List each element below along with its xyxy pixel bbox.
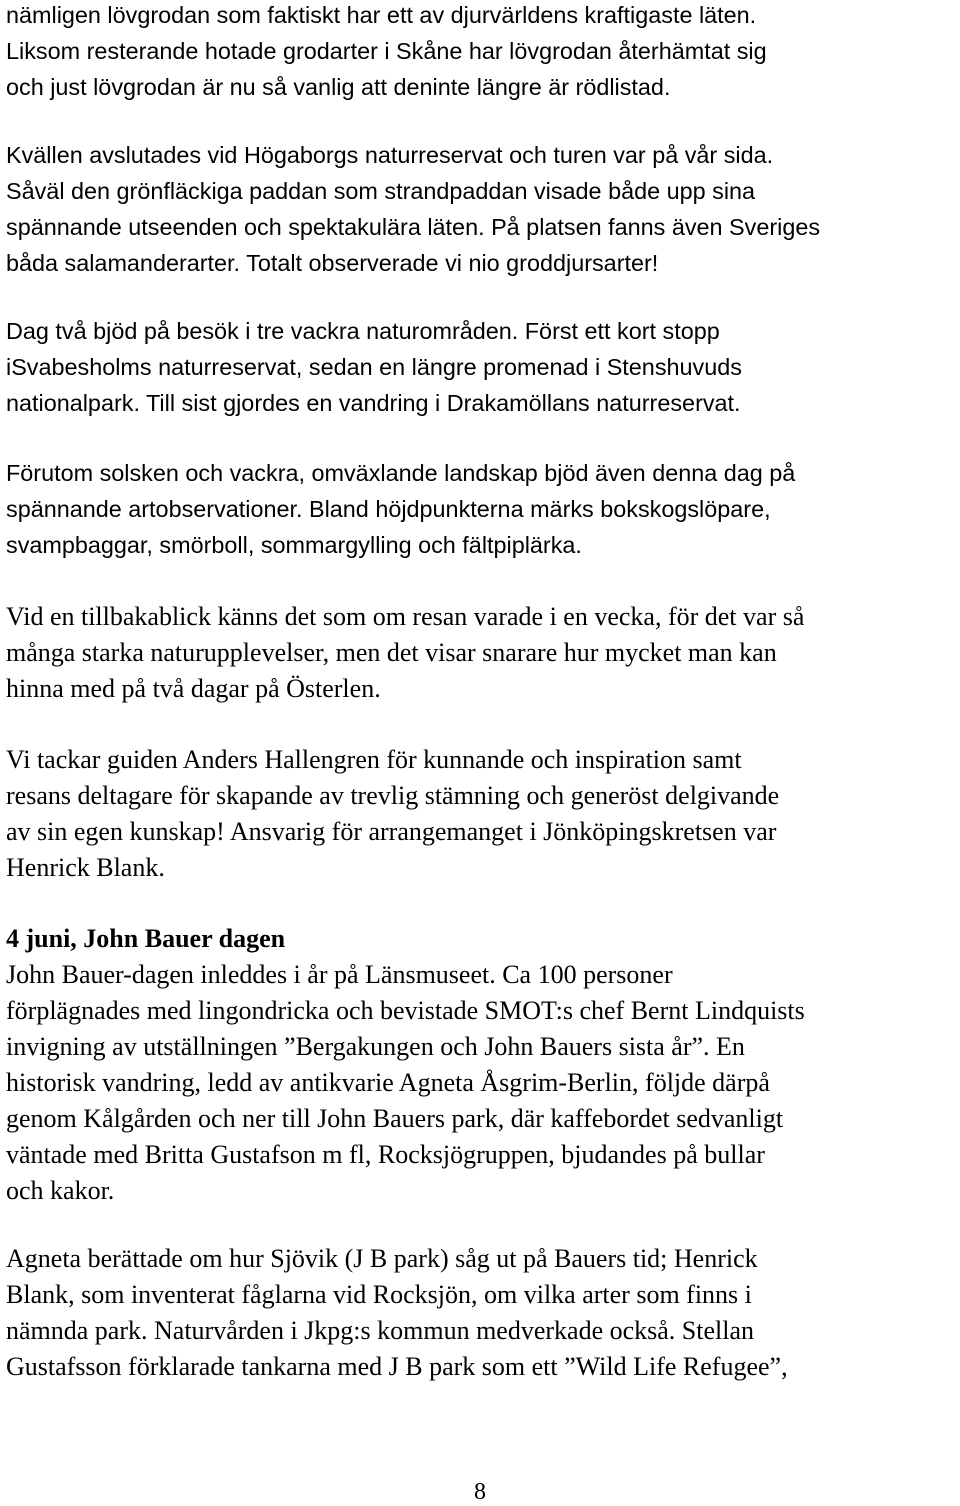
text-line: nämligen lövgrodan som faktiskt har ett av djurvärldens kraftigaste läten. [6, 2, 757, 28]
text-line: spännande artobservationer. Bland höjdpunkterna märks bokskogslöpare, [6, 496, 771, 522]
paragraph-agneta [6, 1241, 788, 1385]
text-line: båda salamanderarter. Totalt observerade vi nio groddjursarter! [6, 250, 659, 276]
text-line: John Bauer-dagen inleddes i år på Länsmuseet. Ca 100 personer [6, 960, 673, 989]
text-line: väntade med Britta Gustafson m fl, Rocksjögruppen, bjudandes på bullar [6, 1140, 765, 1169]
paragraph-lovgrodan [6, 0, 767, 105]
text-line: Förutom solsken och vackra, omväxlande landskap bjöd även denna dag på [6, 460, 796, 486]
text-line: många starka naturupplevelser, men det visar snarare hur mycket man kan [6, 638, 777, 667]
page-number: 8 [474, 1479, 486, 1505]
text-line: Henrick Blank. [6, 853, 165, 882]
text-line: genom Kålgården och ner till John Bauers park, där kaffebordet sedvanligt [6, 1104, 784, 1133]
text-line: nämnda park. Naturvården i Jkpg:s kommun medverkade också. Stellan [6, 1316, 755, 1345]
text-line: resans deltagare för skapande av trevlig stämning och generöst delgivande [6, 781, 780, 810]
paragraph-tillbakablick [6, 599, 804, 707]
text-line: Vid en tillbakablick känns det som om resan varade i en vecka, för det var så [6, 602, 805, 631]
paragraph-tack [6, 742, 779, 886]
section-heading: 4 juni, John Bauer dagen [6, 924, 286, 953]
text-line: förplägnades med lingondricka och bevistade SMOT:s chef Bernt Lindquists [6, 996, 805, 1025]
paragraph-hogaborg [6, 137, 820, 281]
text-line: av sin egen kunskap! Ansvarig för arrangemanget i Jönköpingskretsen var [6, 817, 777, 846]
text-line: Blank, som inventerat fåglarna vid Rocksjön, om vilka arter som finns i [6, 1280, 752, 1309]
text-line: Dag två bjöd på besök i tre vackra naturområden. Först ett kort stopp [6, 318, 720, 344]
text-line: iSvabesholms naturreservat, sedan en längre promenad i Stenshuvuds [6, 354, 742, 380]
text-line: nationalpark. Till sist gjordes en vandring i Drakamöllans naturreservat. [6, 390, 741, 416]
section-john-bauer [6, 921, 805, 1209]
text-line: hinna med på två dagar på Österlen. [6, 674, 381, 703]
paragraph-dag-tva [6, 313, 742, 421]
text-line: spännande utseenden och spektakulära läten. På platsen fanns även Sveriges [6, 214, 821, 240]
text-line: Såväl den grönfläckiga paddan som strandpaddan visade både upp sina [6, 178, 756, 204]
paragraph-solsken [6, 455, 795, 563]
text-line: och just lövgrodan är nu så vanlig att deninte längre är rödlistad. [6, 74, 671, 100]
text-line: Vi tackar guiden Anders Hallengren för kunnande och inspiration samt [6, 745, 742, 774]
text-line: historisk vandring, ledd av antikvarie Agneta Åsgrim-Berlin, följde därpå [6, 1068, 770, 1097]
text-line: Gustafsson förklarade tankarna med J B park som ett ”Wild Life Refugee”, [6, 1352, 788, 1381]
text-line: invigning av utställningen ”Bergakungen och John Bauers sista år”. En [6, 1032, 745, 1061]
text-line: Liksom resterande hotade grodarter i Skåne har lövgrodan återhämtat sig [6, 38, 767, 64]
text-line: Kvällen avslutades vid Högaborgs naturreservat och turen var på vår sida. [6, 142, 774, 168]
text-line: svampbaggar, smörboll, sommargylling och fältpiplärka. [6, 532, 582, 558]
text-line: och kakor. [6, 1176, 115, 1205]
text-line: Agneta berättade om hur Sjövik (J B park) såg ut på Bauers tid; Henrick [6, 1244, 758, 1273]
